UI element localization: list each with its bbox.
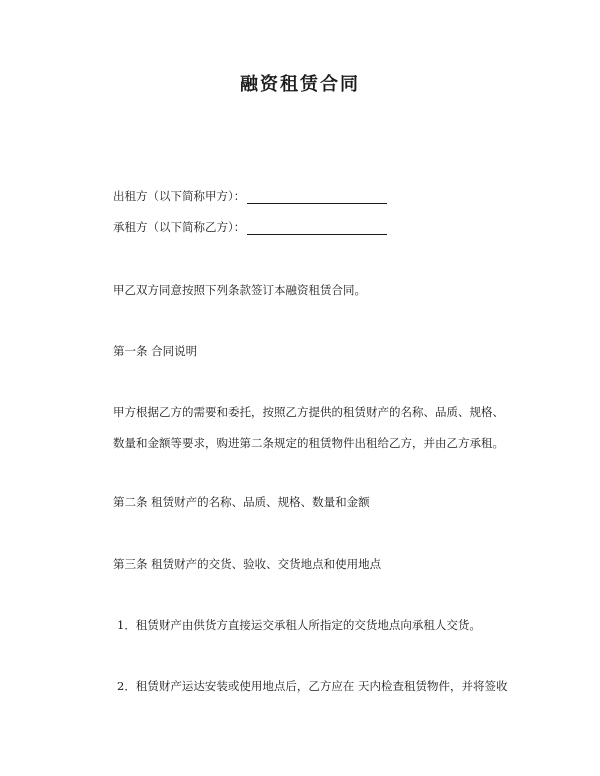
article1-paragraph-line1: 甲方根据乙方的需要和委托，按照乙方提供的租赁财产的名称、品质、规格、 (113, 405, 504, 419)
item2-text: 2．租赁财产运达安装或使用地点后，乙方应在 天内检查租赁物件，并将签收 (117, 679, 508, 693)
intro-text: 甲乙双方同意按照下列条款签订本融资租赁合同。 (113, 283, 366, 297)
article3-heading: 第三条 租赁财产的交货、验收、交货地点和使用地点 (113, 557, 382, 571)
document-title: 融资租赁合同 (240, 74, 360, 95)
item1-text: 1．租赁财产由供货方直接运交承租人所指定的交货地点向承租人交货。 (117, 618, 481, 632)
lessee-line (113, 219, 387, 235)
lessee-blank[interactable] (247, 222, 387, 235)
lessor-label: 出租方（以下简称甲方）： (113, 189, 246, 203)
lessee-label: 承租方（以下简称乙方）： (113, 220, 246, 234)
article1-paragraph-line2: 数量和金额等要求，购进第二条规定的租赁物件出租给乙方，并由乙方承租。 (113, 436, 504, 450)
article2-heading: 第二条 租赁财产的名称、品质、规格、数量和金额 (113, 495, 370, 509)
lessor-blank[interactable] (247, 191, 387, 204)
lessor-line (113, 188, 387, 204)
article1-heading: 第一条 合同说明 (113, 344, 198, 358)
